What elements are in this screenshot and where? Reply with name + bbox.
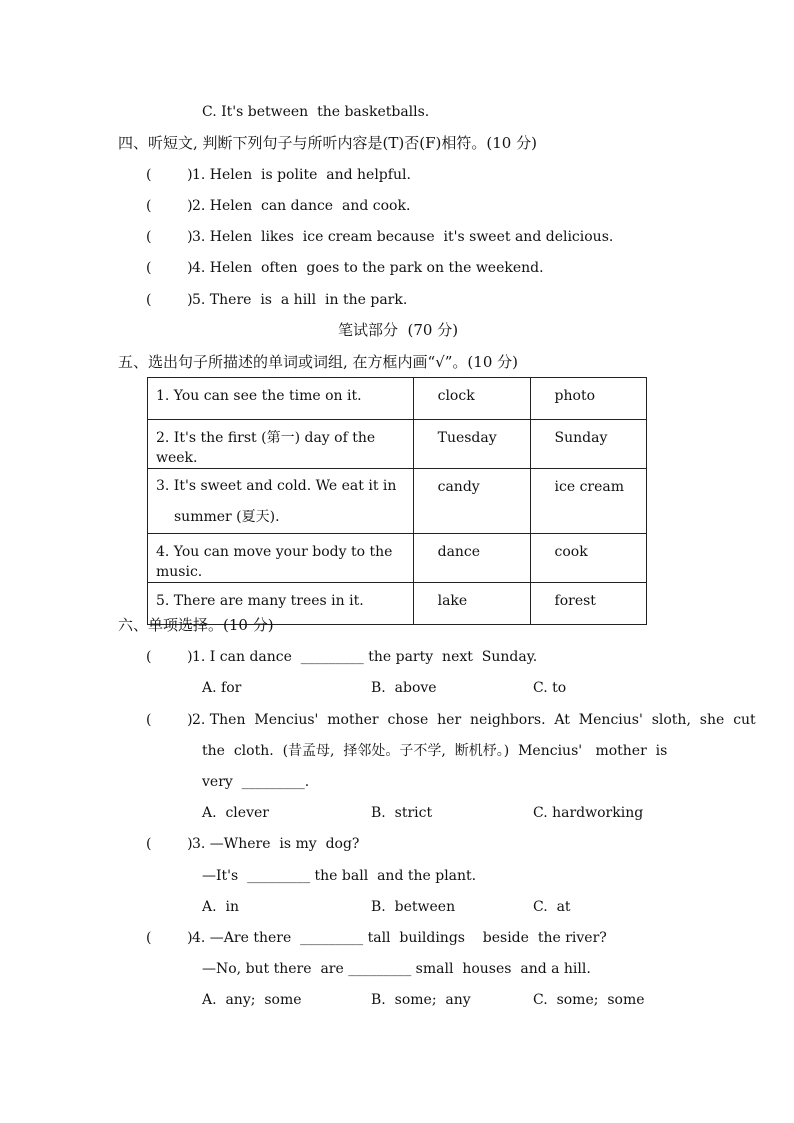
tf-answer-blank[interactable]: ( ) bbox=[146, 292, 193, 308]
option-b[interactable]: B. some; any bbox=[371, 992, 471, 1008]
table-row bbox=[148, 378, 647, 420]
option-b[interactable]: B. strict bbox=[371, 805, 433, 821]
section-4-title: 四、听短文, 判断下列句子与所听内容是(T)否(F)相符。(10 分) bbox=[118, 134, 537, 152]
tf-statement: 3. Helen likes ice cream because it's sweet and delicious. bbox=[192, 229, 614, 245]
mc-question-stem: —No, but there are _________ small houses and a hill. bbox=[202, 961, 591, 977]
mc-question-stem: 2. Then Mencius' mother chose her neighbors. At Mencius' sloth, she cut bbox=[192, 712, 756, 728]
option-a[interactable]: A. any; some bbox=[202, 992, 302, 1008]
option-a[interactable]: A. in bbox=[202, 899, 239, 915]
mc-question-stem: 3. —Where is my dog? bbox=[192, 836, 360, 852]
table-row bbox=[148, 534, 647, 583]
table-question-cell: 2. It's the first (第一) day of the week. bbox=[148, 420, 414, 469]
mc-answer-blank[interactable]: ( ) bbox=[146, 649, 193, 665]
table-question-cell: 5. There are many trees in it. bbox=[148, 583, 414, 625]
mc-question-stem: the cloth. (昔孟母, 择邻处。子不学, 断机杼。) Mencius' mother is bbox=[202, 743, 668, 759]
table-option-cell[interactable]: forest bbox=[530, 583, 646, 625]
table-question-cell: 1. You can see the time on it. bbox=[148, 378, 414, 420]
option-c[interactable]: C. some; some bbox=[533, 992, 645, 1008]
option-b[interactable]: B. above bbox=[371, 680, 437, 696]
tf-statement: 2. Helen can dance and cook. bbox=[192, 198, 411, 214]
table-option-cell[interactable]: Tuesday bbox=[413, 420, 530, 469]
option-c[interactable]: C. at bbox=[533, 899, 571, 915]
table-option-cell[interactable]: cook bbox=[530, 534, 646, 583]
tf-statement: 5. There is a hill in the park. bbox=[192, 292, 408, 308]
mc-answer-blank[interactable]: ( ) bbox=[146, 930, 193, 946]
table-option-cell[interactable]: lake bbox=[413, 583, 530, 625]
table-row bbox=[148, 420, 647, 469]
option-c[interactable]: C. hardworking bbox=[533, 805, 644, 821]
table-option-cell[interactable]: dance bbox=[413, 534, 530, 583]
table-option-cell[interactable]: ice cream bbox=[530, 469, 646, 534]
option-c[interactable]: C. to bbox=[533, 680, 567, 696]
option-a[interactable]: A. clever bbox=[202, 805, 269, 821]
mc-question-stem: —It's _________ the ball and the plant. bbox=[202, 868, 477, 884]
option-a[interactable]: A. for bbox=[202, 680, 242, 696]
mc-question-stem: 1. I can dance _________ the party next Sunday. bbox=[192, 649, 538, 665]
tf-answer-blank[interactable]: ( ) bbox=[146, 260, 193, 276]
tf-answer-blank[interactable]: ( ) bbox=[146, 229, 193, 245]
table-question-cell bbox=[148, 469, 414, 534]
tf-statement: 4. Helen often goes to the park on the weekend. bbox=[192, 260, 544, 276]
tf-answer-blank[interactable]: ( ) bbox=[146, 198, 193, 214]
table-option-cell[interactable]: clock bbox=[413, 378, 530, 420]
mc-question-stem: 4. —Are there _________ tall buildings beside the river? bbox=[192, 930, 607, 946]
section-5-title: 五、选出句子所描述的单词或词组, 在方框内画“√”。(10 分) bbox=[118, 353, 518, 371]
option-b[interactable]: B. between bbox=[371, 899, 456, 915]
table-option-cell[interactable]: photo bbox=[530, 378, 646, 420]
written-part-header: 笔试部分 (70 分) bbox=[338, 321, 459, 339]
previous-question-option: C. It's between the basketballs. bbox=[202, 104, 430, 120]
mc-answer-blank[interactable]: ( ) bbox=[146, 712, 193, 728]
mc-question-stem: very _________. bbox=[202, 774, 310, 790]
mc-answer-blank[interactable]: ( ) bbox=[146, 836, 193, 852]
table-question-line: summer (夏天). bbox=[174, 509, 280, 525]
tf-answer-blank[interactable]: ( ) bbox=[146, 167, 193, 183]
table-option-cell[interactable]: Sunday bbox=[530, 420, 646, 469]
table-row bbox=[148, 469, 647, 534]
tf-statement: 1. Helen is polite and helpful. bbox=[192, 167, 411, 183]
table-question-cell: 4. You can move your body to the music. bbox=[148, 534, 414, 583]
section-6-title: 六、单项选择。(10 分) bbox=[118, 616, 274, 634]
table-option-cell[interactable]: candy bbox=[413, 469, 530, 534]
table-question-line: 3. It's sweet and cold. We eat it in bbox=[156, 478, 397, 494]
word-choice-table bbox=[147, 377, 647, 625]
